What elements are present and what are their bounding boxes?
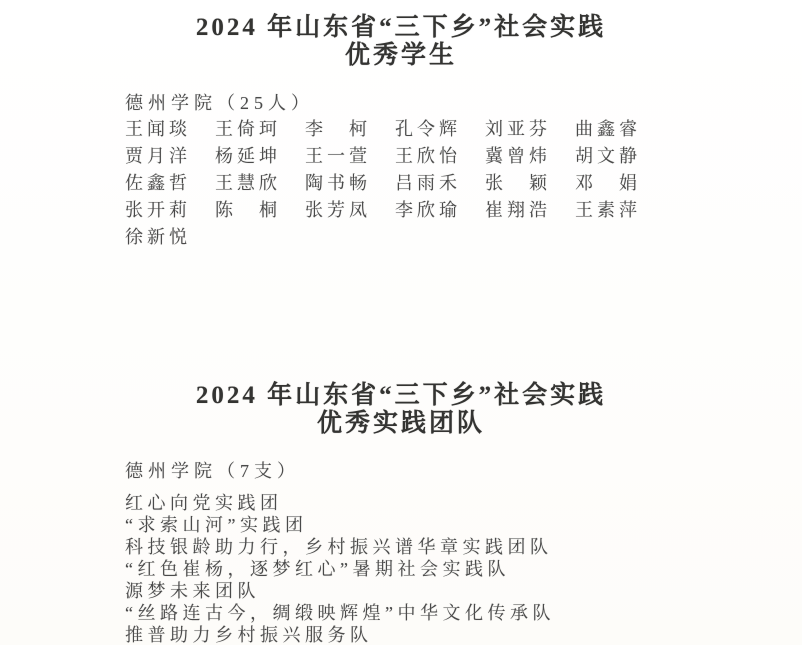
team-name: 科技银龄助力行，乡村振兴谱华章实践团队 xyxy=(125,537,553,557)
student-name: 贾月洋 xyxy=(125,146,191,166)
student-name: 崔翔浩 xyxy=(485,200,551,220)
student-name: 胡文静 xyxy=(575,146,641,166)
student-name: 王素萍 xyxy=(575,200,641,220)
student-name: 王倚珂 xyxy=(215,119,281,139)
name-row xyxy=(125,116,802,143)
document-page xyxy=(0,14,802,645)
students-school-header: 德州学院（25人） xyxy=(125,93,314,113)
teams-list xyxy=(125,492,802,646)
student-name: 陶书畅 xyxy=(305,173,371,193)
team-name: 推普助力乡村振兴服务队 xyxy=(125,625,373,645)
students-title-line2: 优秀学生 xyxy=(344,42,457,69)
student-name: 王慧欣 xyxy=(215,173,281,193)
section-outstanding-teams xyxy=(0,382,802,646)
name-row xyxy=(125,143,802,170)
section-outstanding-students xyxy=(0,14,802,251)
student-name: 冀曾炜 xyxy=(485,146,551,166)
student-name: 陈 桐 xyxy=(215,200,281,220)
name-row xyxy=(125,170,802,197)
teams-section-title xyxy=(0,382,802,438)
team-name: “求索山河”实践团 xyxy=(125,515,308,535)
students-title-line1: 2024 年山东省“三下乡”社会实践 xyxy=(195,14,607,41)
student-name: 李 柯 xyxy=(305,119,371,139)
team-name: 源梦未来团队 xyxy=(125,581,260,601)
students-name-list xyxy=(125,116,802,251)
team-name: 红心向党实践团 xyxy=(125,493,283,513)
student-name: 曲鑫睿 xyxy=(575,119,641,139)
student-name: 张开莉 xyxy=(125,200,191,220)
name-row xyxy=(125,197,802,224)
teams-school-header: 德州学院（7支） xyxy=(125,461,300,481)
student-name: 王欣怡 xyxy=(395,146,461,166)
student-name: 王一萱 xyxy=(305,146,371,166)
student-name: 徐新悦 xyxy=(125,227,191,247)
student-name: 佐鑫哲 xyxy=(125,173,191,193)
teams-title-line1: 2024 年山东省“三下乡”社会实践 xyxy=(195,382,607,409)
team-name: “丝路连古今，绸缎映辉煌”中华文化传承队 xyxy=(125,603,555,623)
student-name: 邓 娟 xyxy=(575,173,641,193)
student-name: 王闻琰 xyxy=(125,119,191,139)
teams-title-line2: 优秀实践团队 xyxy=(316,410,485,437)
team-name: “红色崔杨，逐梦红心”暑期社会实践队 xyxy=(125,559,510,579)
student-name: 孔令辉 xyxy=(395,119,461,139)
student-name: 杨延坤 xyxy=(215,146,281,166)
students-section-title xyxy=(0,14,802,70)
student-name: 张 颖 xyxy=(485,173,551,193)
student-name: 张芳凤 xyxy=(305,200,371,220)
student-name: 李欣瑜 xyxy=(395,200,461,220)
student-name: 刘亚芬 xyxy=(485,119,551,139)
student-name: 吕雨禾 xyxy=(395,173,461,193)
name-row xyxy=(125,224,802,251)
